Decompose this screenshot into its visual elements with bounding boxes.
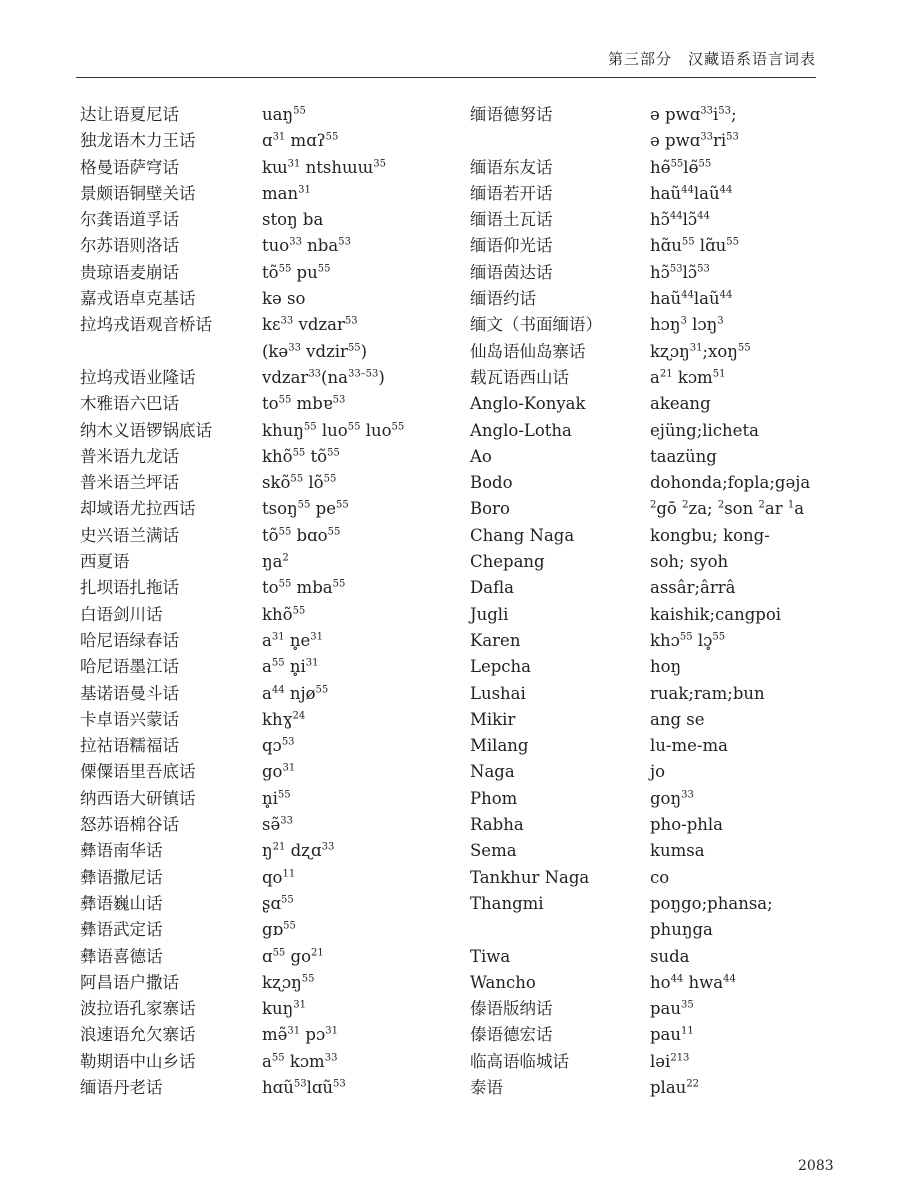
dialect-name-left: 勒期语中山乡话 [80, 1051, 196, 1071]
dialect-name-left: 阿昌语户撒话 [80, 972, 179, 992]
dialect-name-right: Chepang [470, 552, 545, 572]
word-form-right: $a^{21}$ kɔm$^{51}$ [650, 367, 726, 387]
word-form-left: gɒ$^{55}$ [262, 920, 296, 940]
word-form-left: $tõ^{55}$ bɑo$^{55}$ [262, 525, 341, 545]
word-form-right: haũ$^{44}$laũ$^{44}$ [650, 183, 733, 203]
word-form-left: khuŋ$^{55}$ luo$^{55}$ luo$^{55}$ [262, 420, 405, 440]
word-form-left: ʂɑ$^{55}$ [262, 893, 294, 913]
dialect-name-right: Tankhur Naga [470, 867, 590, 887]
word-form-left: kɯ$^{31}$ ntshɯɯ$^{35}$ [262, 157, 387, 177]
dialect-name-left: 格曼语萨穹话 [80, 157, 179, 177]
word-form-right: jo [650, 762, 666, 782]
dialect-name-left: 独龙语木力王话 [80, 131, 196, 151]
word-form-right: $ho^{44}$ hwa$^{44}$ [650, 972, 736, 992]
word-form-left: $to^{55}$ mbɐ$^{53}$ [262, 394, 346, 414]
word-form-left: tuo$^{33}$ nba$^{53}$ [262, 236, 351, 256]
word-form-left: man$^{31}$ [262, 183, 311, 203]
dialect-name-left: 拉坞戎语业隆话 [80, 367, 196, 387]
dialect-name-right: Mikir [470, 709, 516, 729]
dialect-name-right: Naga [470, 762, 515, 782]
word-form-right: dohonda;fopla;gəja [650, 473, 811, 493]
dialect-name-left: 普米语九龙话 [80, 446, 179, 466]
word-form-right: akeang [650, 394, 711, 414]
dialect-name-right: Rabha [470, 815, 524, 835]
word-form-right: ejüng;licheta [650, 420, 759, 440]
dialect-name-right: Anglo-Konyak [470, 394, 586, 414]
word-form-right: poŋgo;phansa; [650, 893, 773, 913]
column-dialect-right [470, 102, 645, 1101]
word-form-left: mə̃$^{31}$ pɔ$^{31}$ [262, 1025, 338, 1045]
word-form-right: pho-phla [650, 815, 724, 835]
word-form-left: $a^{55}$ kɔm$^{33}$ [262, 1051, 338, 1071]
dialect-name-right: Sema [470, 841, 517, 861]
word-form-right: khɔ$^{55}$ lɔ̥$^{55}$ [650, 630, 726, 650]
dialect-name-left: 彝语南华话 [80, 841, 163, 861]
dialect-name-left: 白语剑川话 [80, 604, 163, 624]
dialect-name-right: Lepcha [470, 657, 531, 677]
dialect-name-right: Bodo [470, 473, 513, 493]
dialect-name-right: 缅语若开话 [470, 183, 553, 203]
word-form-right: kaishik;cangpoi [650, 604, 782, 624]
word-form-left: tsoŋ$^{55}$ $pe^{55}$ [262, 499, 349, 519]
page-number: 2083 [798, 1158, 834, 1174]
dialect-name-left: 拉祜语糯福话 [80, 736, 179, 756]
word-form-left: $a^{44}$ njø$^{55}$ [262, 683, 329, 703]
dialect-name-left: 拉坞戎语观音桥话 [80, 315, 212, 335]
dialect-name-left: 纳木义语锣锅底话 [80, 420, 212, 440]
dialect-name-right: 缅文（书面缅语） [470, 315, 602, 335]
dialect-name-right: 仙岛语仙岛寨话 [470, 341, 586, 361]
word-form-right: taazüng [650, 446, 717, 466]
dialect-name-left: 浪速语允欠寨话 [80, 1025, 196, 1045]
word-form-right: kongbu; kong- [650, 525, 770, 545]
word-form-left: khõ$^{55}$ [262, 604, 306, 624]
dialect-name-left: 缅语丹老话 [80, 1077, 163, 1097]
word-form-right: ləi$^{213}$ [650, 1051, 690, 1071]
dialect-name-right: 缅语约话 [470, 289, 536, 309]
word-form-left: kə so [262, 289, 306, 309]
word-form-left: (kə$^{33}$ vdzir$^{55}$) [262, 341, 368, 361]
dialect-name-right: Jugli [470, 604, 509, 624]
dialect-name-right: 缅语东友话 [470, 157, 553, 177]
word-form-left: $ŋa^2$ [262, 552, 289, 572]
dialect-name-left: 却域语尤拉西话 [80, 499, 196, 519]
word-form-left: $a^{31}$ $n̥e^{31}$ [262, 630, 323, 650]
dialect-name-left: 哈尼语墨江话 [80, 657, 179, 677]
word-form-right: soh; syoh [650, 552, 729, 572]
word-form-left: $a^{55}$ $n̥i^{31}$ [262, 657, 319, 677]
dialect-name-right: Boro [470, 499, 510, 519]
dialect-name-right: 临高语临城话 [470, 1051, 569, 1071]
word-form-left: khɣ$^{24}$ [262, 709, 306, 729]
word-form-left: hɑũ$^{53}$lɑũ$^{53}$ [262, 1077, 346, 1097]
dialect-name-left: 卡卓语兴蒙话 [80, 709, 179, 729]
dialect-name-right: Lushai [470, 683, 526, 703]
word-form-left: uaŋ$^{55}$ [262, 105, 306, 124]
word-form-right: pau$^{35}$ [650, 999, 694, 1019]
word-form-right: plau$^{22}$ [650, 1077, 700, 1097]
dialect-name-right: Chang Naga [470, 525, 575, 545]
dialect-name-left: 扎坝语扎拖话 [80, 578, 179, 598]
dialect-name-left: 纳西语大研镇话 [80, 788, 196, 808]
word-form-left: $go^{31}$ [262, 762, 296, 782]
word-form-left: $n̥i^{55}$ [262, 788, 291, 808]
dialect-name-right: Phom [470, 788, 518, 808]
word-form-right: goŋ$^{33}$ [650, 788, 694, 808]
dialect-name-left: 彝语武定话 [80, 920, 163, 940]
word-form-left: stoŋ ba [262, 210, 324, 230]
word-form-left: $ŋ^{21}$ dʐɑ$^{33}$ [262, 841, 335, 861]
word-form-right: lu-me-ma [650, 736, 728, 756]
dialect-name-right: Anglo-Lotha [470, 420, 572, 440]
header-rule [76, 77, 816, 78]
word-form-right: ruak;ram;bun [650, 683, 765, 703]
dialect-name-right: Tiwa [470, 946, 511, 966]
dialect-name-left: 彝语撒尼话 [80, 867, 163, 887]
word-form-right: hɵ̃$^{55}$lɵ̃$^{55}$ [650, 157, 712, 177]
dialect-name-right: Thangmi [470, 893, 544, 913]
dialect-name-right [470, 917, 645, 943]
dialect-name-left: 尔龚语道孚话 [80, 210, 179, 230]
word-form-right: kʐɔŋ$^{31}$;xoŋ$^{55}$ [650, 341, 751, 361]
column-form-right [650, 102, 840, 1101]
word-form-right: ə $pwɑ^{33}i^{53}$; [650, 105, 737, 124]
word-form-left: ɑ$^{55}$ $go^{21}$ [262, 946, 324, 966]
word-form-right: co [650, 867, 670, 887]
dialect-name-left: 西夏语 [80, 552, 130, 572]
word-form-right: assâr;ârrâ [650, 578, 736, 598]
dialect-name-right: 傣语版纳话 [470, 999, 553, 1019]
dialect-name-right: Dafla [470, 578, 514, 598]
dialect-name-right: 傣语德宏话 [470, 1025, 553, 1045]
dialect-name-left: 彝语喜德话 [80, 946, 163, 966]
word-form-right: $hɑ̃u^{55}$ $lɑ̃u^{55}$ [650, 236, 740, 256]
dialect-name-left: 尔苏语则洛话 [80, 236, 179, 256]
word-form-left: sə̃$^{33}$ [262, 815, 293, 835]
word-form-right: hɔ̃$^{44}$lɔ̃$^{44}$ [650, 210, 710, 230]
dialect-name-right [470, 128, 645, 154]
word-form-right: hoŋ [650, 657, 682, 677]
dialect-name-left: 怒苏语棉谷话 [80, 815, 179, 835]
dialect-name-left: 基诺语曼斗话 [80, 683, 179, 703]
dialect-name-left: 嘉戎语卓克基话 [80, 289, 196, 309]
dialect-name-right: 缅语仰光话 [470, 236, 553, 256]
dialect-name-left: 史兴语兰满话 [80, 525, 179, 545]
word-form-left: kʐɔŋ$^{55}$ [262, 972, 315, 992]
word-form-left: ɑ$^{31}$ mɑʔ$^{55}$ [262, 131, 339, 151]
dialect-name-right: 载瓦语西山话 [470, 367, 569, 387]
word-form-right: pau$^{11}$ [650, 1025, 694, 1045]
word-form-right: hɔŋ$^3$ lɔŋ$^3$ [650, 315, 724, 335]
word-form-left: $vdzar^{33}(na^{33-53})$ [262, 367, 385, 387]
word-form-right: ə $pwɑ^{33}ri^{53}$ [650, 131, 739, 151]
dialect-name-left: 贵琼语麦崩话 [80, 262, 179, 282]
dialect-name-left: 达让语夏尼话 [80, 105, 179, 124]
word-form-left: $tõ^{55}$ $pu^{55}$ [262, 262, 331, 282]
word-form-right: ang se [650, 709, 705, 729]
column-form-left [262, 102, 467, 1101]
word-form-right: hɔ̃$^{53}$lɔ̃$^{53}$ [650, 262, 710, 282]
dialect-name-right: Milang [470, 736, 529, 756]
word-form-left: $to^{55}$ mba$^{55}$ [262, 578, 346, 598]
dialect-name-left: 景颇语铜壁关话 [80, 183, 196, 203]
word-form-left: kuŋ$^{31}$ [262, 999, 306, 1019]
column-dialect-left [80, 102, 255, 1101]
dialect-name-right: Karen [470, 630, 521, 650]
dialect-name-right: 缅语土瓦话 [470, 210, 553, 230]
word-form-right: suda [650, 946, 690, 966]
dialect-name-left: 木雅语六巴话 [80, 394, 179, 414]
dialect-name-left [80, 339, 255, 365]
word-form-left: $qo^{11}$ [262, 867, 296, 887]
dialect-name-left: 波拉语孔家寨话 [80, 999, 196, 1019]
dialect-name-right: 缅语德努话 [470, 105, 553, 124]
word-form-left: khõ$^{55}$ $tõ^{55}$ [262, 446, 340, 466]
word-form-left: skõ$^{55}$ $lõ^{55}$ [262, 473, 337, 493]
word-form-right: kumsa [650, 841, 705, 861]
dialect-name-right: 缅语茵达话 [470, 262, 553, 282]
word-form-right: $^2$gō $^2$za; $^2$son $^2$ar $^1$a [650, 499, 805, 519]
running-header: 第三部分 汉藏语系语言词表 [608, 50, 817, 68]
dialect-name-right: Ao [470, 446, 492, 466]
word-form-right: haũ$^{44}$laũ$^{44}$ [650, 289, 733, 309]
dialect-name-left: 彝语巍山话 [80, 893, 163, 913]
dialect-name-right: Wancho [470, 972, 536, 992]
dialect-name-left: 傈僳语里吾底话 [80, 762, 196, 782]
dialect-name-right: 泰语 [470, 1077, 503, 1097]
word-form-left: qɔ$^{53}$ [262, 736, 295, 756]
word-form-right: phuŋga [650, 920, 713, 940]
dialect-name-left: 哈尼语绿春话 [80, 630, 179, 650]
word-form-left: kɛ$^{33}$ vdzar$^{53}$ [262, 315, 358, 335]
dialect-name-left: 普米语兰坪话 [80, 473, 179, 493]
